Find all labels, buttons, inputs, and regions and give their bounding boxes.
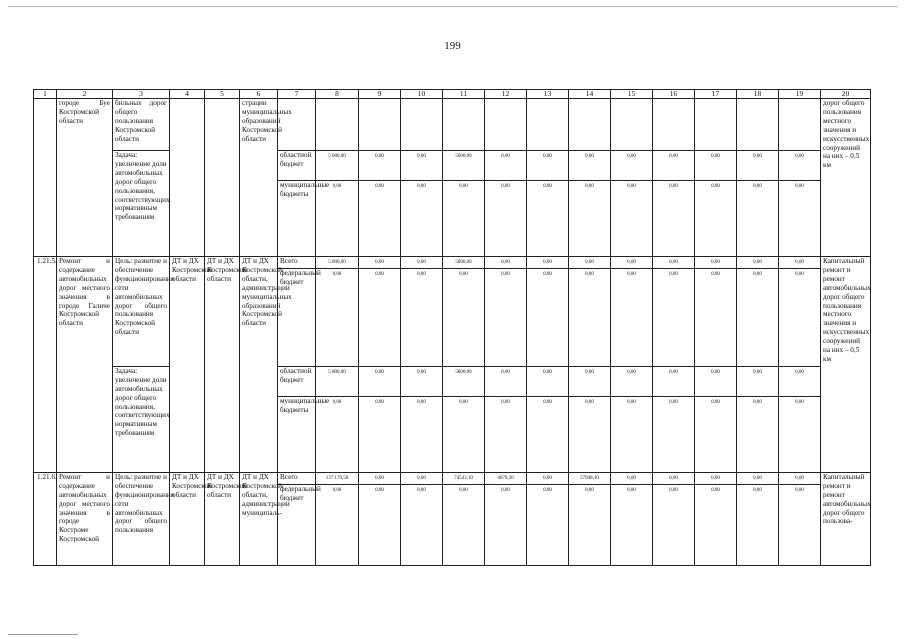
value-cell: 0,00 — [611, 484, 653, 565]
value-cell: 0,00 — [695, 484, 737, 565]
value-cell: 0,00 — [569, 257, 611, 269]
table-row — [34, 99, 871, 151]
value-cell: 0,00 — [653, 181, 695, 257]
item-goal: бильных дорог общего пользования Костромской области — [113, 99, 170, 151]
value-cell: 0,00 — [316, 396, 359, 472]
value-cell: 0,00 — [485, 396, 527, 472]
value-cell: 0,00 — [653, 151, 695, 181]
cell — [779, 99, 821, 151]
value-cell: 0,00 — [779, 396, 821, 472]
funding-source: федеральный бюджет — [278, 268, 316, 366]
value-cell: 0,00 — [695, 268, 737, 366]
value-cell: 0,00 — [779, 366, 821, 396]
bottom-rule — [8, 634, 78, 635]
col-header: 18 — [737, 90, 779, 99]
item-participants: ДТ и ДХ Костромской области, администрации муниципаль- — [240, 472, 278, 565]
value-cell: 0,00 — [359, 151, 401, 181]
item-result: дорог общего пользования местного значения и искусственных сооружений на них – 0,5 км — [821, 99, 871, 257]
col-header: 13 — [527, 90, 569, 99]
value-cell: 0,00 — [779, 472, 821, 484]
value-cell: 0,00 — [695, 366, 737, 396]
item-executor: ДТ и ДХ Костромской области — [170, 472, 205, 565]
top-rule — [8, 6, 898, 7]
value-cell: 0,00 — [401, 181, 443, 257]
col-header: 5 — [205, 90, 240, 99]
col-header: 15 — [611, 90, 653, 99]
value-cell: 0,00 — [401, 366, 443, 396]
item-executor — [170, 99, 205, 257]
item-name: Ремонт и содержание автомобильных дорог местного значения в городе Галиче Костромской области — [57, 257, 113, 473]
value-cell: 137 170,50 — [316, 472, 359, 484]
item-goal: Цель: развитие и обеспечение функционирования сети автомобильных дорог общего пользования — [113, 472, 170, 565]
value-cell: 0,00 — [611, 257, 653, 269]
col-header: 20 — [821, 90, 871, 99]
funding-source: муниципальные бюджеты — [278, 181, 316, 257]
item-result: Капитальный ремонт и ремонт автомобильных дорог общего пользова- — [821, 472, 871, 565]
value-cell: 0,00 — [569, 151, 611, 181]
col-header: 7 — [278, 90, 316, 99]
funding-source: муниципальные бюджеты — [278, 396, 316, 472]
value-cell: 0,00 — [653, 472, 695, 484]
value-cell: 0,00 — [443, 396, 485, 472]
value-cell: 0,00 — [359, 181, 401, 257]
col-header: 9 — [359, 90, 401, 99]
value-cell: 74543,10 — [443, 472, 485, 484]
value-cell: 0,00 — [359, 268, 401, 366]
value-cell: 0,00 — [737, 268, 779, 366]
value-cell: 5 800,00 — [316, 257, 359, 269]
item-name: Ремонт и содержание автомобильных дорог местного значения в городе Костроме Костромской — [57, 472, 113, 565]
value-cell: 0,00 — [569, 181, 611, 257]
value-cell: 0,00 — [569, 484, 611, 565]
value-cell: 0,00 — [695, 472, 737, 484]
value-cell: 0,00 — [527, 257, 569, 269]
value-cell: 0,00 — [527, 366, 569, 396]
value-cell: 0,00 — [359, 366, 401, 396]
cell — [653, 99, 695, 151]
value-cell: 0,00 — [611, 366, 653, 396]
cell — [611, 99, 653, 151]
value-cell: 0,00 — [737, 366, 779, 396]
table-row — [34, 151, 871, 181]
value-cell: 0,00 — [653, 268, 695, 366]
item-goal: Цель: развитие и обеспечение функционирования сети автомобильных дорог общего пользования Костромской области — [113, 257, 170, 367]
value-cell: 0,00 — [316, 484, 359, 565]
value-cell: 0,00 — [779, 484, 821, 565]
value-cell: 5800,00 — [443, 257, 485, 269]
col-header: 14 — [569, 90, 611, 99]
col-header: 10 — [401, 90, 443, 99]
value-cell: 0,00 — [359, 257, 401, 269]
value-cell: 0,00 — [611, 268, 653, 366]
cell — [359, 99, 401, 151]
value-cell: 0,00 — [316, 268, 359, 366]
col-header: 11 — [443, 90, 485, 99]
funding-source: Всего — [278, 472, 316, 484]
value-cell: 0,00 — [401, 484, 443, 565]
col-header: 1 — [34, 90, 57, 99]
value-cell: 0,00 — [527, 151, 569, 181]
page-number: 199 — [444, 40, 461, 52]
value-cell: 0,00 — [569, 268, 611, 366]
value-cell: 0,00 — [695, 257, 737, 269]
cell — [485, 99, 527, 151]
column-number-row — [34, 90, 871, 99]
value-cell: 0,00 — [653, 257, 695, 269]
cell — [695, 99, 737, 151]
item-task: Задача: увеличение доли автомобильных дорог общего пользования, соответствующих нормативным требованиям — [113, 151, 170, 257]
cell — [737, 99, 779, 151]
value-cell: 0,00 — [779, 151, 821, 181]
item-name: городе Буе Костромской области — [57, 99, 113, 257]
program-table — [33, 89, 871, 566]
value-cell: 0,00 — [779, 181, 821, 257]
item-executor: ДТ и ДХ Костромской области — [170, 257, 205, 473]
value-cell: 0,00 — [443, 484, 485, 565]
value-cell: 0,00 — [401, 472, 443, 484]
table-row — [34, 472, 871, 484]
cell — [443, 99, 485, 151]
value-cell: 0,00 — [485, 181, 527, 257]
cell — [401, 99, 443, 151]
value-cell: 57948,10 — [569, 472, 611, 484]
value-cell: 5000,00 — [443, 151, 485, 181]
item-result: Капитальный ремонт и ремонт автомобильных дорог общего пользования местного значения и искусственных сооружений на них – 0,5 км — [821, 257, 871, 473]
table-row — [34, 366, 871, 396]
value-cell: 5 000,00 — [316, 151, 359, 181]
value-cell: 0,00 — [485, 151, 527, 181]
value-cell: 0,00 — [359, 472, 401, 484]
value-cell: 0,00 — [611, 472, 653, 484]
value-cell: 0,00 — [569, 396, 611, 472]
value-cell: 0,00 — [653, 396, 695, 472]
value-cell: 0,00 — [737, 484, 779, 565]
cell — [569, 99, 611, 151]
value-cell: 0,00 — [527, 396, 569, 472]
value-cell: 5800,00 — [443, 366, 485, 396]
value-cell: 0,00 — [359, 484, 401, 565]
cell — [527, 99, 569, 151]
value-cell: 0,00 — [401, 268, 443, 366]
value-cell: 4679,30 — [485, 472, 527, 484]
col-header: 6 — [240, 90, 278, 99]
item-participants: ДТ и ДХ Костромской области, администрации муниципальных образований Костромской области — [240, 257, 278, 473]
value-cell: 5 800,00 — [316, 366, 359, 396]
col-header: 17 — [695, 90, 737, 99]
value-cell: 0,00 — [527, 484, 569, 565]
funding-source: Всего — [278, 257, 316, 269]
value-cell: 0,00 — [485, 268, 527, 366]
value-cell: 0,00 — [737, 151, 779, 181]
value-cell: 0,00 — [401, 396, 443, 472]
value-cell: 0,00 — [527, 268, 569, 366]
value-cell: 0,00 — [779, 257, 821, 269]
table-row — [34, 257, 871, 269]
value-cell: 0,00 — [401, 257, 443, 269]
value-cell: 0,00 — [737, 257, 779, 269]
value-cell: 0,00 — [527, 181, 569, 257]
value-cell: 0,00 — [611, 396, 653, 472]
col-header: 16 — [653, 90, 695, 99]
value-cell: 0,00 — [695, 396, 737, 472]
value-cell: 0,00 — [653, 484, 695, 565]
item-code: 1.21.5. — [34, 257, 57, 473]
value-cell: 0,00 — [485, 366, 527, 396]
col-header: 19 — [779, 90, 821, 99]
item-executor: ДТ и ДХ Костромской области — [205, 472, 240, 565]
value-cell: 0,00 — [737, 472, 779, 484]
value-cell: 0,00 — [485, 484, 527, 565]
value-cell: 0,00 — [316, 181, 359, 257]
col-header: 12 — [485, 90, 527, 99]
value-cell: 0,00 — [443, 268, 485, 366]
value-cell: 0,00 — [611, 181, 653, 257]
item-participants: страции муниципальных образований Костромской области — [240, 99, 278, 257]
funding-source — [278, 99, 316, 151]
item-executor: ДТ и ДХ Костромской области — [205, 257, 240, 473]
value-cell: 0,00 — [695, 151, 737, 181]
col-header: 2 — [57, 90, 113, 99]
item-code — [34, 99, 57, 257]
value-cell: 0,00 — [653, 366, 695, 396]
value-cell: 0,00 — [737, 181, 779, 257]
funding-source: областной бюджет — [278, 151, 316, 181]
col-header: 3 — [113, 90, 170, 99]
value-cell: 0,00 — [443, 181, 485, 257]
value-cell: 0,00 — [527, 472, 569, 484]
funding-source: областной бюджет — [278, 366, 316, 396]
item-task: Задача: увеличение доли автомобильных дорог общего пользования, соответствующих нормативным требованиям — [113, 366, 170, 472]
value-cell: 0,00 — [779, 268, 821, 366]
item-code: 1.21.6. — [34, 472, 57, 565]
value-cell: 0,00 — [359, 396, 401, 472]
value-cell: 0,00 — [485, 257, 527, 269]
value-cell: 0,00 — [401, 151, 443, 181]
col-header: 8 — [316, 90, 359, 99]
cell — [316, 99, 359, 151]
col-header: 4 — [170, 90, 205, 99]
item-executor — [205, 99, 240, 257]
value-cell: 0,00 — [569, 366, 611, 396]
value-cell: 0,00 — [695, 181, 737, 257]
value-cell: 0,00 — [611, 151, 653, 181]
value-cell: 0,00 — [737, 396, 779, 472]
funding-source: федеральный бюджет — [278, 484, 316, 565]
